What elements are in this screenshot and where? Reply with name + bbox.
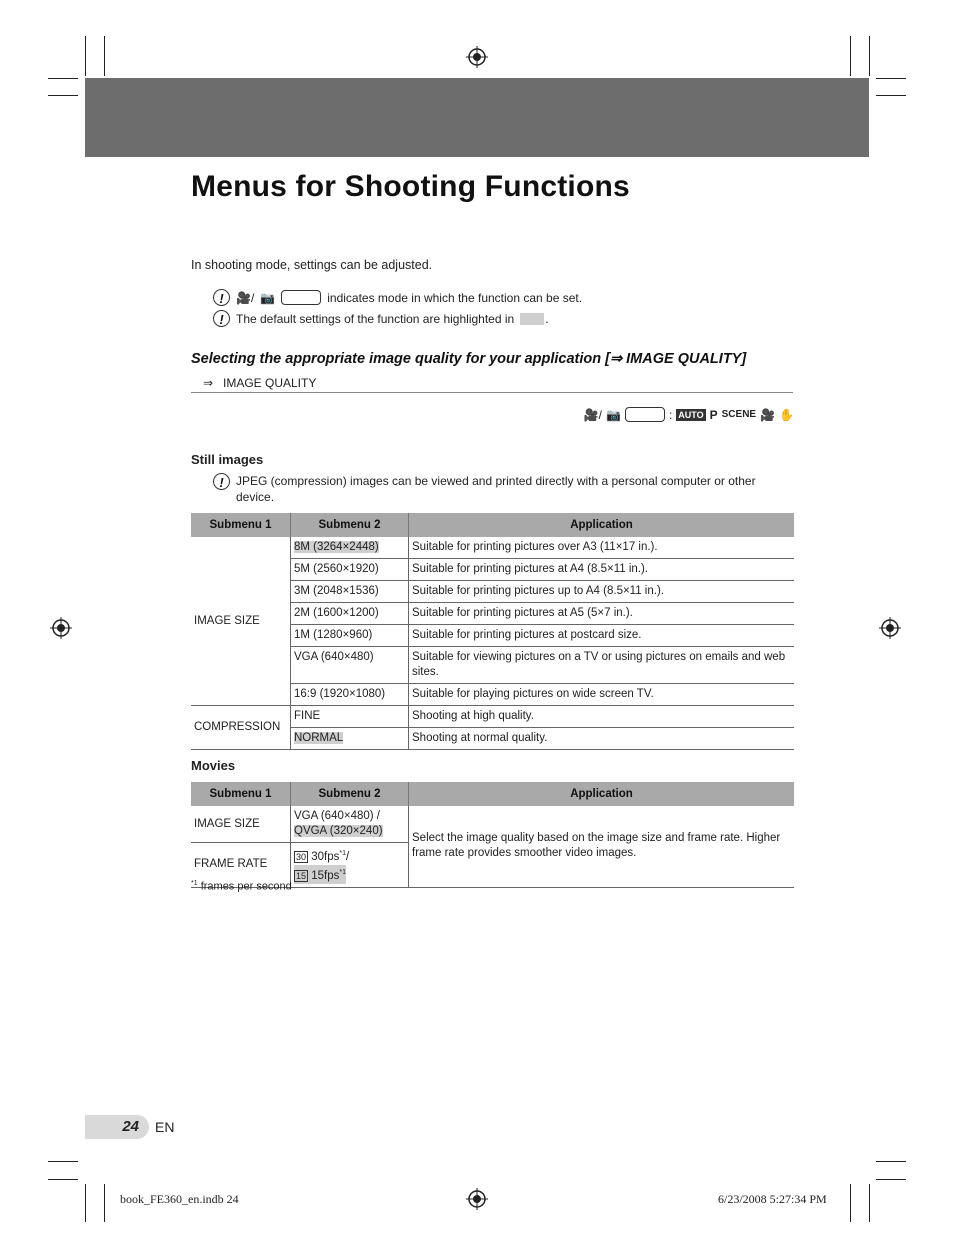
submenu2-cell: [291, 806, 409, 843]
option: VGA (640×480): [294, 651, 374, 663]
movie-mode-icon: 🎥: [760, 407, 776, 422]
still-images-title: Still images: [191, 452, 264, 467]
col-header-submenu1: Submenu 1: [191, 513, 291, 537]
application-cell: Suitable for printing pictures over A3 (11×17 in.).: [409, 537, 795, 559]
crop-mark: [869, 36, 870, 76]
page-number-tab: [85, 1115, 149, 1139]
col-header-submenu2: Submenu 2: [291, 782, 409, 806]
movie-icon: 🎥/: [583, 407, 602, 422]
movies-title: Movies: [191, 758, 236, 773]
mode-box-icon: [625, 407, 665, 422]
col-header-submenu2: Submenu 2: [291, 513, 409, 537]
application-cell: Suitable for playing pictures on wide screen TV.: [409, 684, 795, 706]
frame-15-footnote-mark: *1: [339, 868, 346, 876]
submenu1-cell: FRAME RATE: [191, 843, 291, 888]
section-heading-prefix: Selecting the appropriate image quality for your application [: [191, 351, 610, 367]
still-images-table: [191, 513, 794, 750]
submenu2-cell: [291, 647, 409, 684]
crop-mark: [85, 1184, 86, 1222]
col-header-submenu1: Submenu 1: [191, 782, 291, 806]
crop-mark: [85, 36, 86, 76]
still-note-text: JPEG (compression) images can be viewed and printed directly with a personal computer or other device.: [236, 474, 756, 504]
option: 1M (1280×960): [294, 629, 373, 641]
option-qvga-default: QVGA (320×240): [294, 825, 383, 837]
crop-mark: [48, 78, 78, 79]
crop-mark: [876, 95, 906, 96]
submenu2-cell: [291, 603, 409, 625]
option-default: NORMAL: [294, 732, 344, 744]
application-cell: Shooting at normal quality.: [409, 728, 795, 750]
crop-mark: [48, 1179, 78, 1180]
crop-mark: [876, 1179, 906, 1180]
registration-mark-icon: [879, 617, 901, 639]
submenu-bar: [191, 374, 793, 393]
frame-30-footnote-mark: *1: [339, 850, 346, 857]
auto-mode-icon: AUTO: [678, 409, 704, 420]
caution-icon: !: [213, 289, 230, 306]
note-mode: [213, 289, 582, 306]
caution-icon: !: [213, 310, 230, 327]
submenu-label: IMAGE QUALITY: [223, 376, 317, 390]
option-15fps-default: [294, 865, 346, 884]
option: 16:9 (1920×1080): [294, 688, 386, 700]
page-title: Menus for Shooting Functions: [191, 170, 630, 203]
crop-mark: [104, 36, 105, 76]
table-row: [191, 537, 794, 559]
registration-mark-icon: [466, 1188, 488, 1210]
footnote-mark: *1: [191, 880, 198, 887]
registration-mark-icon: [50, 617, 72, 639]
table-row: [191, 706, 794, 728]
note-text: The default settings of the function are highlighted in: [236, 311, 515, 326]
mode-colon: :: [668, 407, 673, 422]
note-text: indicates mode in which the function can be set.: [327, 290, 583, 305]
mode-box-icon: [281, 290, 321, 305]
image-quality-icon: ⇒: [203, 376, 214, 390]
frame-30-label: 30fps: [311, 850, 340, 863]
option: 3M (2048×1536): [294, 585, 379, 597]
crop-mark: [876, 78, 906, 79]
frame-15-icon: 15: [296, 870, 307, 881]
submenu2-cell: [291, 625, 409, 647]
footnote: [191, 880, 292, 893]
section-heading: [191, 351, 746, 367]
submenu1-cell: COMPRESSION: [191, 706, 291, 750]
intro-text: In shooting mode, settings can be adjusted.: [191, 258, 433, 272]
scene-mode-icon: SCENE: [721, 409, 757, 420]
crop-mark: [850, 1184, 851, 1222]
image-quality-icon: ⇒: [609, 351, 623, 367]
application-cell: Suitable for printing pictures at A5 (5×7 in.).: [409, 603, 795, 625]
application-cell: Suitable for printing pictures at A4 (8.5×11 in.).: [409, 559, 795, 581]
crop-mark: [48, 95, 78, 96]
section-heading-name: IMAGE QUALITY]: [626, 351, 747, 367]
note-suffix: .: [545, 311, 549, 326]
submenu2-cell: [291, 559, 409, 581]
option: 5M (2560×1920): [294, 563, 379, 575]
header-band: [85, 78, 869, 157]
submenu2-cell: [291, 581, 409, 603]
crop-mark: [48, 1161, 78, 1162]
crop-mark: [876, 1161, 906, 1162]
col-header-application: Application: [409, 513, 795, 537]
submenu2-cell: [291, 843, 409, 888]
frame-separator: /: [345, 850, 350, 863]
slug-date: 6/23/2008 5:27:34 PM: [718, 1192, 827, 1206]
application-cell: Suitable for printing pictures at postcard size.: [409, 625, 795, 647]
still-note: [213, 473, 793, 505]
option-vga: VGA (640×480) /: [294, 810, 380, 822]
footnote-text: frames per second: [200, 880, 292, 893]
table-row: [191, 806, 794, 843]
highlight-swatch: [520, 313, 544, 325]
available-modes: [584, 407, 794, 422]
movies-table: [191, 782, 794, 888]
crop-mark: [850, 36, 851, 76]
caution-icon: !: [213, 473, 230, 490]
crop-mark: [104, 1184, 105, 1222]
submenu2-cell: [291, 684, 409, 706]
submenu2-cell: [291, 537, 409, 559]
registration-mark-icon: [466, 46, 488, 68]
option-30fps: [294, 846, 405, 865]
application-cell: Select the image quality based on the image size and frame rate. Higher frame rate provides smoother video images.: [409, 806, 795, 887]
application-cell: Suitable for printing pictures up to A4 (8.5×11 in.).: [409, 581, 795, 603]
application-cell: Suitable for viewing pictures on a TV or using pictures on emails and web sites.: [409, 647, 795, 684]
option: FINE: [294, 710, 321, 722]
slug-file: book_FE360_en.indb 24: [120, 1192, 239, 1206]
option-default: 8M (3264×2448): [294, 541, 379, 553]
submenu2-cell: [291, 728, 409, 750]
camera-icon: 📷: [605, 407, 621, 422]
crop-mark: [869, 1184, 870, 1222]
frame-30-icon: 30: [296, 851, 307, 862]
camera-icon: 📷: [260, 290, 276, 305]
option: 2M (1600×1200): [294, 607, 379, 619]
submenu2-cell: [291, 706, 409, 728]
page-number: 24: [122, 1118, 139, 1135]
frame-15-label: 15fps: [311, 869, 340, 882]
stabilizer-mode-icon: ✋: [779, 407, 794, 422]
movie-icon: 🎥/: [236, 290, 255, 305]
note-default: [213, 310, 549, 327]
program-mode-icon: P: [709, 407, 718, 422]
submenu1-cell: IMAGE SIZE: [191, 537, 291, 706]
submenu1-cell: IMAGE SIZE: [191, 806, 291, 843]
language-label: EN: [155, 1119, 175, 1135]
application-cell: Shooting at high quality.: [409, 706, 795, 728]
col-header-application: Application: [409, 782, 795, 806]
